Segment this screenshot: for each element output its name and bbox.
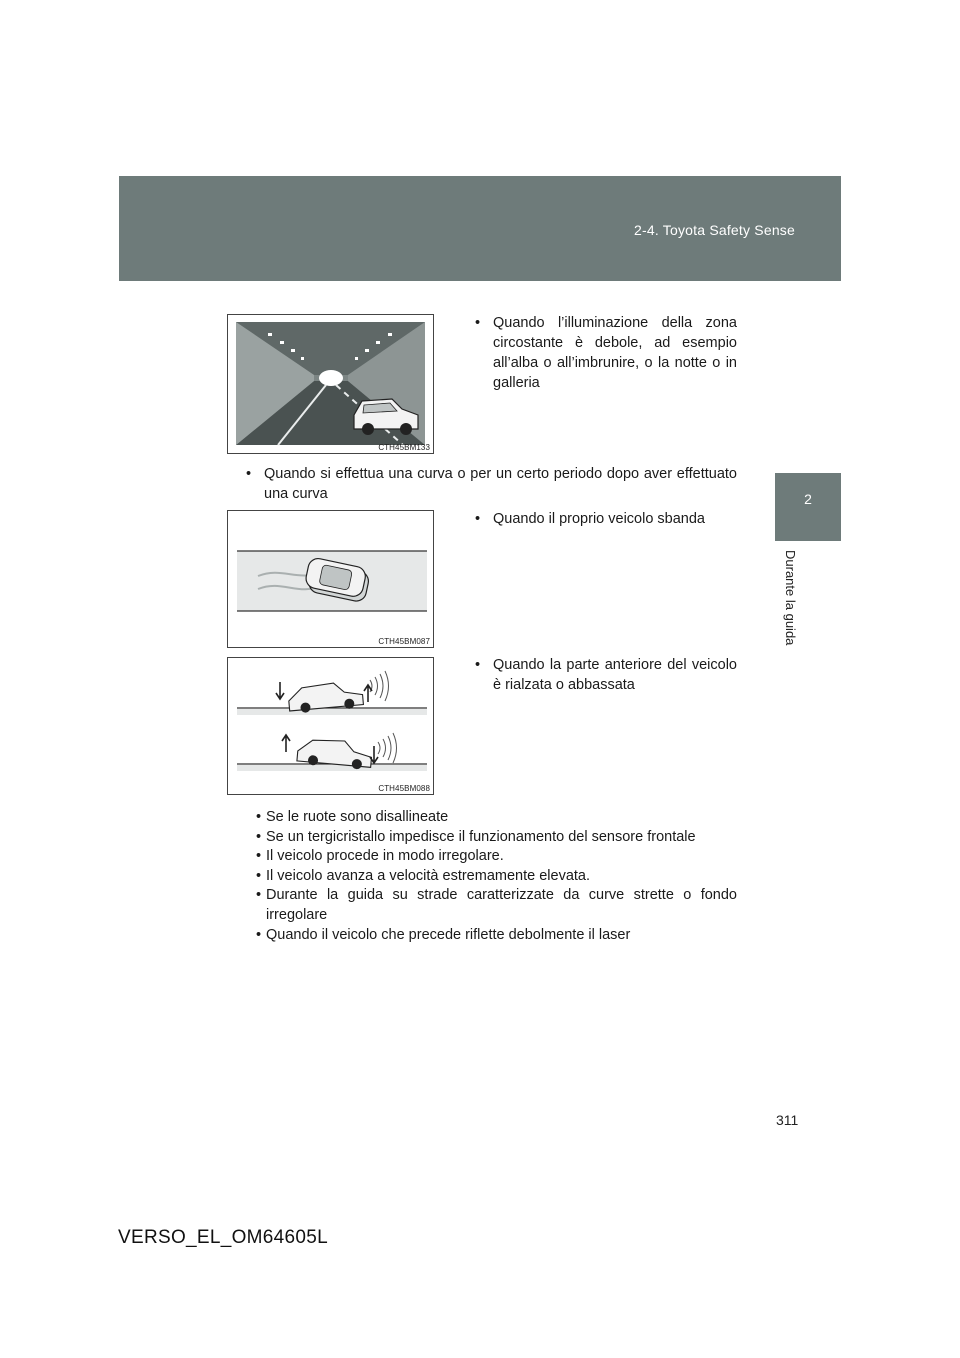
bullet-curve-text: Quando si effettua una curva o per un certo periodo dopo aver effettuato una curva <box>264 466 737 502</box>
bullet-tunnel-text: Quando l’illuminazione della zona circostante è debole, ad esempio all’alba o all’imbrunire, o la notte o in galleria <box>493 315 737 391</box>
arrow-up-icon <box>282 735 290 752</box>
bullet-front-raised-text: Quando la parte anteriore del veicolo è rialzata o abbassata <box>493 657 737 693</box>
chapter-number: 2 <box>804 491 812 507</box>
section-title: 2-4. Toyota Safety Sense <box>634 222 795 238</box>
bullet-tunnel: • Quando l’illuminazione della zona circostante è debole, ad esempio all’alba o all’imbrunire, o la notte o in galleria <box>475 315 737 391</box>
bullet-curve: • Quando si effettua una curva o per un certo periodo dopo aver effettuato una curva <box>246 466 737 502</box>
list-item: • Quando il veicolo che precede riflette debolmente il laser <box>256 926 631 943</box>
list-item: • Il veicolo procede in modo irregolare. <box>256 848 504 865</box>
conditions-list <box>256 808 737 945</box>
bullet-front-raised: • Quando la parte anteriore del veicolo è rialzata o abbassata <box>475 657 737 693</box>
chapter-label <box>783 550 801 660</box>
bullet-skid: • Quando il proprio veicolo sbanda <box>475 511 705 527</box>
document-id: VERSO_EL_OM64605L <box>118 1227 328 1248</box>
chapter-label-text: Durante la guida <box>783 550 798 646</box>
list-item: • Se le ruote sono disallineate <box>256 809 449 825</box>
section-header <box>119 176 841 281</box>
figure-front-raised <box>227 657 434 795</box>
list-item: • Durante la guida su strade caratterizzate da curve strette o fondo irregolare <box>256 887 737 923</box>
car-icon <box>288 681 364 714</box>
bullet-skid-text: Quando il proprio veicolo sbanda <box>493 511 705 527</box>
arrow-down-icon <box>276 682 284 699</box>
figure-skid <box>227 510 434 648</box>
figure-code: CTH45BM087 <box>378 637 430 646</box>
list-item: • Il veicolo avanza a velocità estremamente elevata. <box>256 867 591 884</box>
pitch-illustration <box>228 658 433 794</box>
page-number: 311 <box>776 1112 799 1128</box>
figure-code: CTH45BM088 <box>378 784 430 793</box>
figure-tunnel <box>227 314 434 454</box>
tunnel-illustration <box>228 315 433 453</box>
chapter-tab <box>775 473 841 541</box>
skid-illustration <box>228 511 433 647</box>
list-item: • Se un tergicristallo impedisce il funzionamento del sensore frontale <box>256 828 696 845</box>
figure-code: CTH45BM133 <box>378 443 430 452</box>
arrow-up-icon <box>364 685 372 702</box>
